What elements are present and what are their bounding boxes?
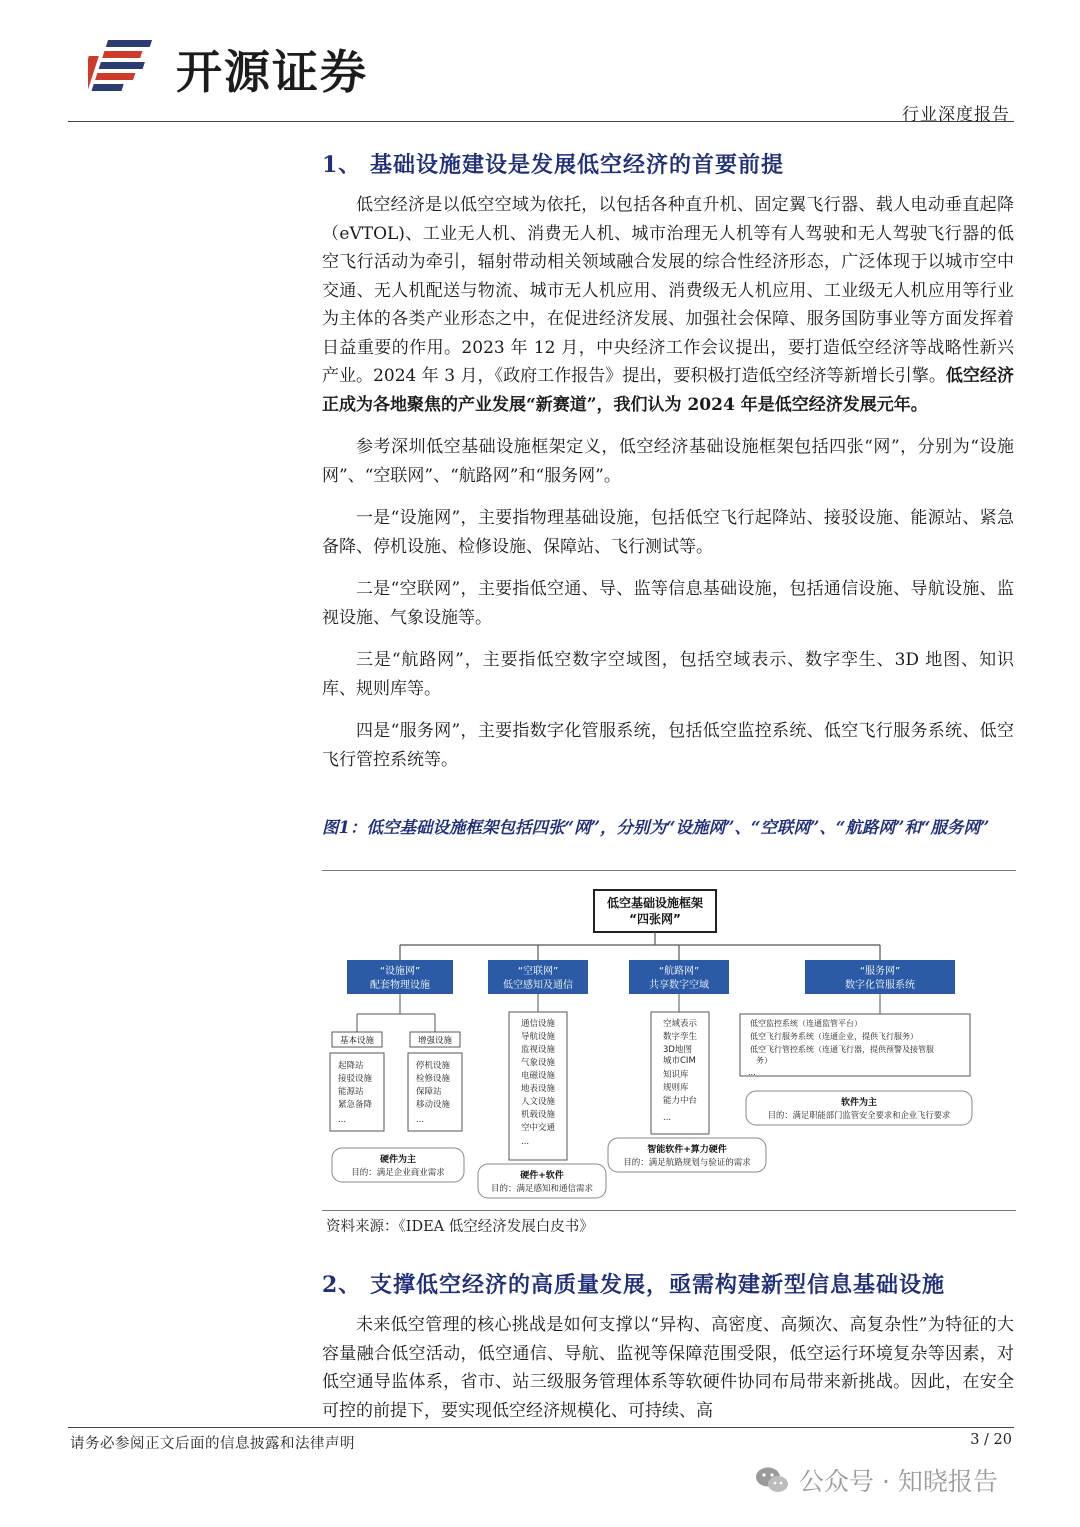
infrastructure-diagram [322, 872, 1016, 1208]
page-number: 3 / 20 [970, 1432, 1012, 1448]
network-item: ... [521, 1137, 530, 1147]
root-line2: “四张网” [629, 912, 681, 926]
basic-item: 接驳设施 [338, 1074, 373, 1084]
basic-item: 紧急备降 [338, 1100, 373, 1110]
legal-disclaimer: 请务必参阅正文后面的信息披露和法律声明 [70, 1436, 355, 1452]
facility-summary-bold: 硬件为主 [379, 1155, 417, 1165]
route-item: 城市CIM [663, 1056, 696, 1066]
service-summary-goal: 目的：满足职能部门监管安全要求和企业飞行要求 [767, 1110, 951, 1120]
figure-top-rule [322, 870, 1016, 871]
node-facility-line1: “设施网” [379, 966, 421, 977]
route-item: 3D地图 [663, 1045, 692, 1055]
node-network-line2: 低空感知及通信 [503, 980, 573, 991]
basic-item: ... [338, 1115, 347, 1125]
wechat-icon [755, 1466, 789, 1494]
basic-item: 能源站 [338, 1087, 364, 1097]
enhanced-item: 移动设施 [416, 1100, 451, 1110]
node-route-line1: “航路网” [658, 966, 700, 977]
basic-facility-title: 基本设施 [339, 1036, 375, 1046]
facility-summary-goal: 目的：满足企业商业需求 [351, 1168, 445, 1178]
tree-connectors [400, 932, 880, 960]
paragraph-1-bold: 低空经济正成为各地聚焦的产业发展“新赛道”，我们认为 2024 年是低空经济发展元年。 [322, 366, 1014, 415]
node-route-line2: 共享数字空域 [649, 980, 709, 991]
node-facility-line2: 配套物理设施 [370, 980, 430, 991]
network-item: 人文设施 [521, 1097, 556, 1107]
network-item: 空中交通 [521, 1123, 556, 1133]
route-item: 能力中台 [663, 1096, 698, 1106]
node-service-line2: 数字化管服系统 [845, 980, 915, 991]
enhanced-item: 检修设施 [416, 1074, 451, 1084]
figure-source: 资料来源：《IDEA 低空经济发展白皮书》 [326, 1219, 594, 1235]
enhanced-item: 停机设施 [416, 1061, 451, 1071]
figure-bottom-rule [322, 1210, 1016, 1211]
network-item: 电磁设施 [521, 1071, 556, 1081]
network-summary-goal: 目的：满足感知和通信需求 [490, 1184, 594, 1194]
service-item: 低空飞行管控系统（连通飞行器，提供预警及接管服 [750, 1045, 934, 1054]
network-item: 地表设施 [521, 1084, 556, 1094]
network-item: 导航设施 [521, 1032, 556, 1042]
section1-paragraph-2: 参考深圳低空基础设施框架定义，低空经济基础设施框架包括四张“网”，分别为“设施网”、“空联网”、“航路网”和“服务网”。 [322, 437, 1014, 486]
node-network-line1: “空联网” [517, 966, 559, 977]
enhanced-item: ... [416, 1115, 425, 1125]
section1-body [322, 191, 1014, 774]
service-item: 低空监控系统（连通监管平台） [750, 1019, 862, 1028]
route-item: 空域表示 [663, 1019, 698, 1029]
enhanced-facility-title: 增强设施 [417, 1036, 453, 1046]
route-summary-bold: 智能软件+算力硬件 [647, 1145, 727, 1155]
route-item: 知识库 [663, 1070, 689, 1080]
watermark-text: 公众号 · 知晓报告 [799, 1467, 998, 1496]
section1-paragraph-5: 三是“航路网”，主要指低空数字空域图，包括空域表示、数字孪生、3D 地图、知识库、规则库等。 [322, 650, 1014, 699]
basic-item: 起降站 [338, 1061, 364, 1071]
network-item: 监视设施 [521, 1045, 556, 1055]
root-line1: 低空基础设施框架 [606, 896, 704, 910]
section2-paragraph-1: 未来低空管理的核心挑战是如何支撑以“异构、高密度、高频次、高复杂性”为特征的大容量融合低空活动，低空通信、导航、监视等保障范围受限，低空运行环境复杂等因素，对低空通导监体系，省市、站三级服务管理体系等软硬件协同布局带来新挑战。因此，在安全可控的前提下，要实现低空经济规模化、可持续、高 [322, 1315, 1014, 1421]
company-logo-icon [88, 34, 168, 96]
section2-body [322, 1311, 1014, 1425]
service-item: 务） [756, 1056, 772, 1065]
network-item: 气象设施 [521, 1058, 556, 1068]
report-type: 行业深度报告 [902, 105, 1010, 125]
section1-title: 1、 基础设施建设是发展低空经济的首要前提 [322, 152, 784, 178]
route-item: 数字孪生 [663, 1032, 698, 1042]
section1-paragraph-6: 四是“服务网”，主要指数字化管服系统，包括低空监控系统、低空飞行服务系统、低空飞行管控系统等。 [322, 721, 1014, 770]
service-item: ... [748, 1068, 756, 1077]
route-summary-goal: 目的：满足航路规划与验证的需求 [623, 1158, 751, 1168]
section1-paragraph-1 [322, 191, 1014, 419]
footer-rule [68, 1427, 1014, 1428]
brand-name: 开源证券 [176, 45, 368, 99]
network-item: 机载设施 [521, 1110, 556, 1120]
paragraph-1-text: 低空经济是以低空空域为依托，以包括各种直升机、固定翼飞行器、载人电动垂直起降（eVTOL)、工业无人机、消费无人机、城市治理无人机等有人驾驶和无人驾驶飞行器的低空飞行活动为牵引，辐射带动相关领域融合发展的综合性经济形态，广泛体现于以城市空中交通、无人机配送与物流、城市无人机应用、消费级无人机应用、工业级无人机应用等行业为主体的各类产业形态之中，在促进经济发展、加强社会保障、服务国防事业等方面发挥着日益重要的作用。2023 年 12 月，中央经济工作会议提出，要打造低空经济等战略性新兴产业。2024 年 3 月，《政府工作报告》提出，要积极打造低空经济等新增长引擎。 [322, 195, 1014, 386]
service-item: 低空飞行服务系统（连通企业，提供飞行服务） [750, 1032, 918, 1041]
route-item: ... [663, 1113, 672, 1123]
section2-title: 2、 支撑低空经济的高质量发展，亟需构建新型信息基础设施 [322, 1272, 945, 1298]
node-service-line1: “服务网” [859, 966, 901, 977]
figure-caption: 图1：低空基础设施框架包括四张“网”，分别为“设施网”、“空联网”、“航路网”和“服务网” [322, 818, 990, 837]
network-item: 通信设施 [521, 1019, 556, 1029]
section1-paragraph-3: 一是“设施网”，主要指物理基础设施，包括低空飞行起降站、接驳设施、能源站、紧急备降、停机设施、检修设施、保障站、飞行测试等。 [322, 508, 1014, 557]
service-summary-bold: 软件为主 [840, 1098, 878, 1108]
route-item: 规则库 [663, 1083, 689, 1093]
header-rule [68, 121, 1014, 122]
section1-paragraph-4: 二是“空联网”，主要指低空通、导、监等信息基础设施，包括通信设施、导航设施、监视设施、气象设施等。 [322, 579, 1014, 628]
network-summary-bold: 硬件+软件 [520, 1171, 564, 1181]
enhanced-item: 保障站 [416, 1087, 442, 1097]
watermark [755, 1462, 998, 1498]
